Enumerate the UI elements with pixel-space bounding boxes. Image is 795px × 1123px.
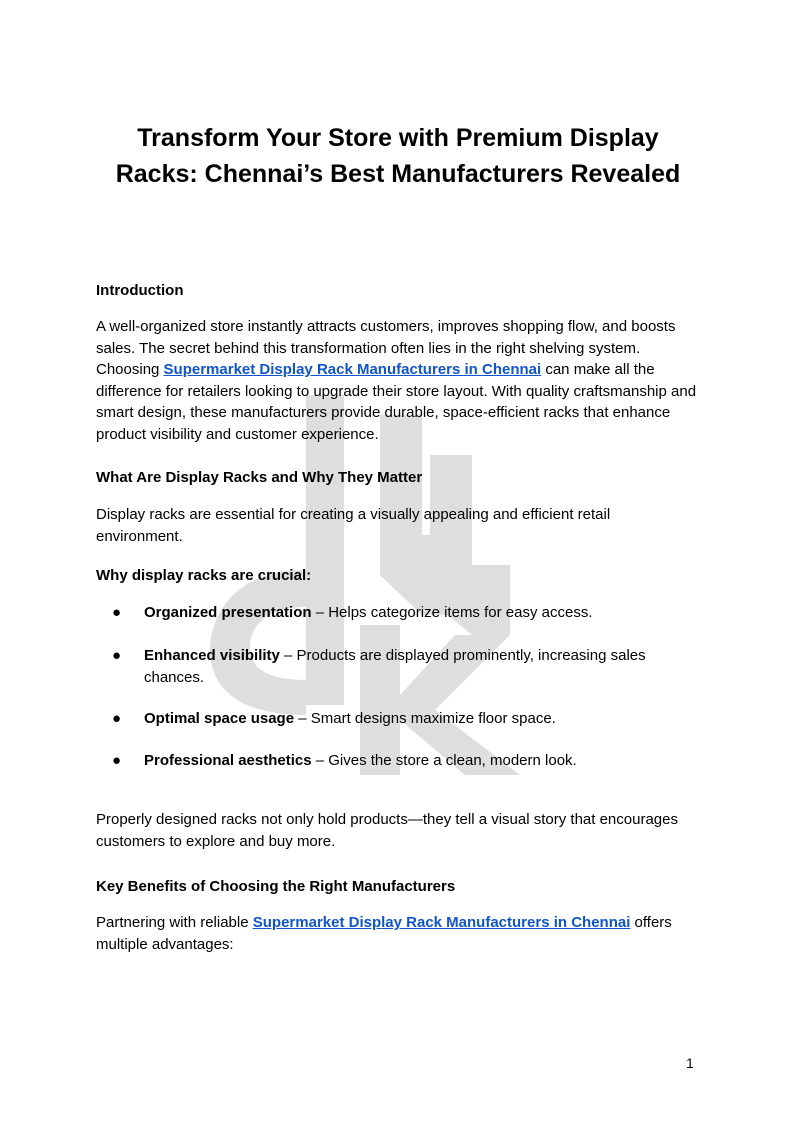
bullet-bold: Organized presentation — [144, 604, 312, 621]
bullet-icon: ● — [112, 604, 122, 621]
what-are-paragraph: Display racks are essential for creating a visually appealing and efficient retail environment. — [96, 506, 611, 545]
intro-manufacturers-link[interactable]: Supermarket Display Rack Manufacturers in Chennai — [163, 361, 542, 378]
bullet-icon: ● — [112, 752, 122, 769]
intro-heading: Introduction — [96, 282, 184, 299]
list-item — [96, 645, 700, 688]
bullet-text: – Gives the store a clean, modern look. — [311, 752, 577, 769]
bullet-bold: Professional aesthetics — [144, 752, 312, 769]
bullet-icon: ● — [112, 710, 122, 727]
why-crucial-subheading: Why display racks are crucial: — [96, 567, 312, 584]
closing-paragraph: Properly designed racks not only hold products—they tell a visual story that encourages customers to explore and buy more. — [96, 811, 678, 850]
list-item — [96, 750, 700, 772]
bullet-bold: Optimal space usage — [144, 710, 295, 727]
bullet-icon: ● — [112, 647, 122, 664]
bullet-text: – Smart designs maximize floor space. — [294, 710, 556, 727]
list-item — [96, 602, 700, 624]
benefits-text-after-link: offers multiple advantages: — [96, 914, 672, 953]
bullet-text: – Products are displayed prominently, increasing sales chances. — [144, 647, 646, 686]
benefits-text-before-link: Partnering with reliable — [96, 914, 253, 931]
page-number: 1 — [686, 1055, 694, 1071]
list-item — [96, 708, 700, 730]
intro-text-before-link: A well-organized store instantly attracts customers, improves shopping flow, and boosts sales. The secret behind this transformation often lies in the right shelving system. Choosing — [96, 318, 676, 378]
intro-text-after-link: can make all the difference for retailers looking to upgrade their store layout. With quality craftsmanship and smart design, these manufacturers provide durable, space-efficient racks that enhance product visibility and customer experience. — [96, 361, 697, 443]
what-are-heading: What Are Display Racks and Why They Matter — [96, 469, 423, 486]
bullet-bold: Enhanced visibility — [144, 647, 280, 664]
document-title: Transform Your Store with Premium Display Racks: Chennai’s Best Manufacturers Revealed — [115, 124, 681, 188]
benefits-heading: Key Benefits of Choosing the Right Manufacturers — [96, 878, 456, 895]
benefits-paragraph — [96, 912, 700, 955]
bullet-text: – Helps categorize items for easy access. — [311, 604, 593, 621]
benefits-manufacturers-link[interactable]: Supermarket Display Rack Manufacturers in Chennai — [252, 914, 631, 931]
intro-paragraph — [96, 316, 700, 445]
